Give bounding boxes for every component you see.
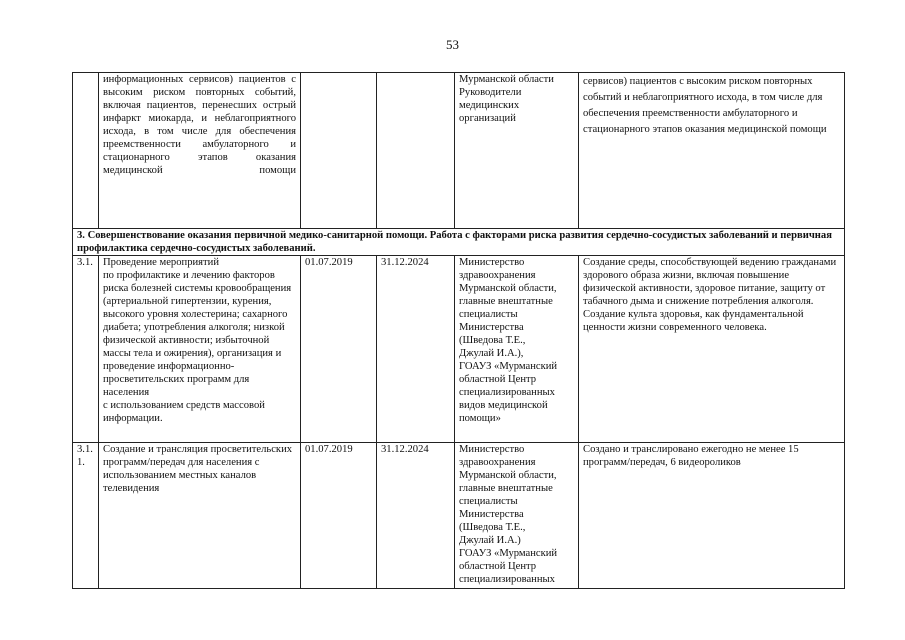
plan-table: [72, 72, 845, 589]
row-number: [73, 73, 99, 229]
row-number: 3.1. 1.: [73, 443, 99, 589]
table-row: [73, 256, 845, 443]
end-date-cell: [377, 73, 455, 229]
end-date-cell: 31.12.2024: [377, 256, 455, 443]
start-date-cell: [301, 73, 377, 229]
activity-cell: Проведение мероприятий по профилактике и лечению факторов риска болезней системы кровообращения (артериальной гипертензии, курения, высокого уровня холестерина; сахарного диабета; употребления алкоголя; низкой физической активности; избыточной массы тела и ожирения), организация и проведение информационно-просветительских программ для населения с использованием средств массовой информации.: [99, 256, 301, 443]
section-heading: 3. Совершенствование оказания первичной медико-санитарной помощи. Работа с факторами риска развития сердечно-сосудистых заболеваний и первичная профилактика сердечно-сосудистых заболеваний.: [73, 229, 845, 256]
result-cell: Создание среды, способствующей ведению гражданами здорового образа жизни, включая повышение физической активности, здоровое питание, защиту от табачного дыма и снижение потребления алкоголя. Создание культа здоровья, как фундаментальной ценности жизни современного человека.: [579, 256, 845, 443]
table-row: [73, 443, 845, 589]
table-row: [73, 73, 845, 229]
page-number: 53: [446, 37, 459, 52]
result-cell: сервисов) пациентов с высоким риском повторных событий и неблагоприятного исхода, в том числе для обеспечения преемственности амбулаторного и стационарного этапов оказания медицинской помощи: [579, 73, 845, 229]
start-date-cell: 01.07.2019: [301, 256, 377, 443]
responsible-cell: Мурманской области Руководители медицинских организаций: [455, 73, 579, 229]
activity-cell: информационных сервисов) пациентов с высоким риском повторных событий, включая пациентов, перенесших острый инфаркт миокарда, и неблагоприятного исхода, в том числе для обеспечения преемственности амбулаторного и стационарного этапов оказания медицинской помощи: [99, 73, 301, 229]
activity-cell: Создание и трансляция просветительских программ/передач для населения с использованием местных каналов телевидения: [99, 443, 301, 589]
end-date-cell: 31.12.2024: [377, 443, 455, 589]
responsible-cell: Министерство здравоохранения Мурманской области, главные внештатные специалисты Министерства (Шведова Т.Е., Джулай И.А.), ГОАУЗ «Мурманский областной Центр специализированных видов медицинской помощи»: [455, 256, 579, 443]
result-cell: Создано и транслировано ежегодно не менее 15 программ/передач, 6 видеороликов: [579, 443, 845, 589]
responsible-cell: Министерство здравоохранения Мурманской области, главные внештатные специалисты Министерства (Шведова Т.Е., Джулай И.А.) ГОАУЗ «Мурманский областной Центр специализированных: [455, 443, 579, 589]
start-date-cell: 01.07.2019: [301, 443, 377, 589]
section-heading-row: [73, 229, 845, 256]
row-number: 3.1.: [73, 256, 99, 443]
